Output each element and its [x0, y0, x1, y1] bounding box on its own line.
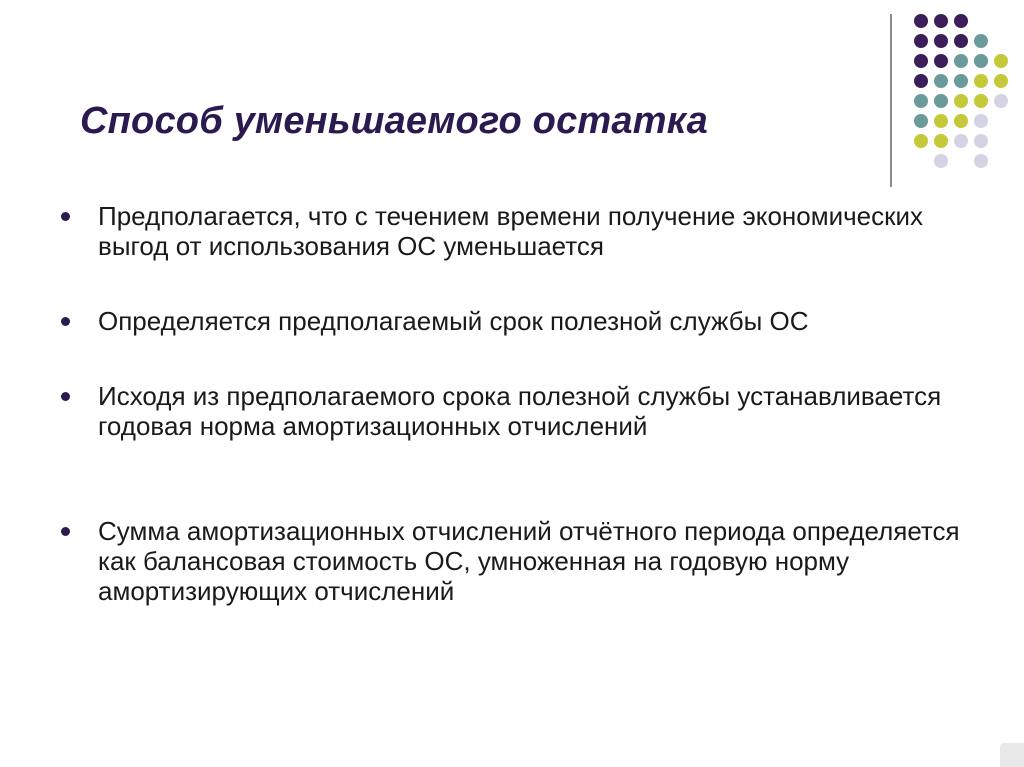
header-divider	[890, 14, 892, 187]
bullet-dot-icon	[61, 212, 70, 221]
decorative-dot	[954, 74, 968, 88]
decorative-dot	[954, 114, 968, 128]
bullet-dot-icon	[61, 392, 70, 401]
decorative-dot	[934, 34, 948, 48]
decorative-dot	[914, 34, 928, 48]
decorative-dot	[914, 54, 928, 68]
bullet-dot-icon	[61, 317, 70, 326]
decorative-dot	[974, 54, 988, 68]
decorative-dot	[914, 14, 928, 28]
decorative-dot	[994, 94, 1008, 108]
decorative-dot	[914, 74, 928, 88]
bullet-text: Сумма амортизационных отчислений отчётного периода определяется как балансовая стоимость ОС, умноженная на годовую норму амортизирующих отчислений	[98, 516, 960, 606]
decorative-dot	[934, 154, 948, 168]
slide-title: Способ уменьшаемого остатка	[80, 100, 708, 142]
decorative-dot	[974, 34, 988, 48]
decorative-dot	[914, 114, 928, 128]
decorative-dot	[934, 54, 948, 68]
decorative-dot	[934, 114, 948, 128]
decorative-dot	[974, 74, 988, 88]
decorative-dot	[974, 154, 988, 168]
decorative-dot-grid	[900, 0, 1024, 190]
decorative-dot	[994, 54, 1008, 68]
decorative-dot	[954, 54, 968, 68]
decorative-dot	[974, 114, 988, 128]
bullet-dot-icon	[61, 527, 70, 536]
decorative-dot	[994, 74, 1008, 88]
decorative-dot	[914, 134, 928, 148]
decorative-dot	[954, 34, 968, 48]
decorative-dot	[934, 74, 948, 88]
decorative-dot	[934, 94, 948, 108]
decorative-dot	[914, 94, 928, 108]
bullet-text: Исходя из предполагаемого срока полезной службы устанавливается годовая норма амортизационных отчислений	[98, 381, 942, 441]
decorative-dot	[974, 94, 988, 108]
decorative-dot	[954, 14, 968, 28]
decorative-dot	[934, 14, 948, 28]
bullet-text: Определяется предполагаемый срок полезной службы ОС	[98, 306, 809, 336]
corner-mark	[1000, 743, 1024, 767]
decorative-dot	[954, 94, 968, 108]
decorative-dot	[974, 134, 988, 148]
decorative-dot	[954, 134, 968, 148]
bullet-text: Предполагается, что с течением времени получение экономических выгод от использования ОС уменьшается	[98, 201, 924, 261]
decorative-dot	[934, 134, 948, 148]
